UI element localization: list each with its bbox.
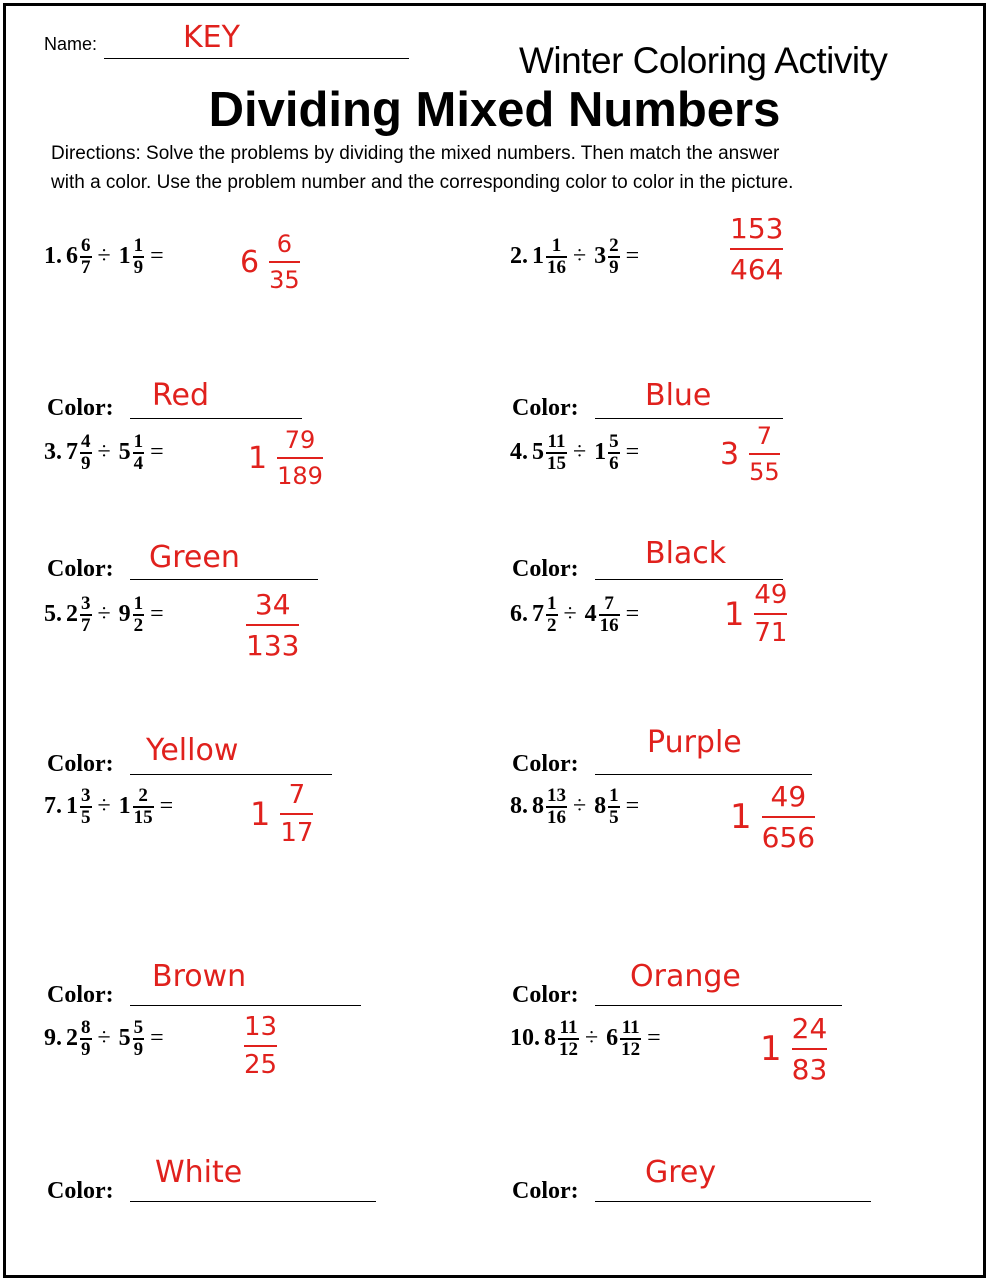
problem-9-color-line — [130, 1201, 376, 1202]
problem-7-first-fraction-denominator: 5 — [81, 806, 91, 828]
problem-9-second-whole: 5 — [118, 1025, 131, 1052]
problem-8-answer-fraction — [762, 780, 815, 854]
problem-3-first-fraction — [80, 432, 92, 474]
problem-4-first-fraction — [546, 432, 567, 474]
problem-7-answer-numerator: 7 — [288, 780, 306, 810]
problem-7-answer-bar — [280, 813, 313, 815]
problem-7-answer-whole: 1 — [250, 795, 271, 833]
divide-sign: ÷ — [97, 601, 111, 628]
problem-7-color-line — [130, 1005, 361, 1006]
problem-6-first-whole: 7 — [532, 601, 544, 628]
problem-3-number: 3. — [44, 439, 62, 466]
divide-sign: ÷ — [97, 243, 111, 270]
problem-5-number: 5. — [44, 601, 62, 628]
problem-1-answer-fraction — [269, 230, 300, 294]
problem-10-first-fraction — [558, 1018, 579, 1060]
problem-3-second-whole: 5 — [118, 439, 131, 466]
problem-6-answer-bar — [754, 613, 787, 615]
problem-6-answer-denominator: 71 — [754, 618, 788, 648]
problem-5-answer-bar — [246, 624, 299, 626]
problem-4-second-fraction-numerator: 5 — [609, 431, 619, 452]
problem-7-first-whole: 1 — [66, 793, 78, 820]
problem-7-second-fraction-numerator: 2 — [138, 785, 148, 806]
problem-10-first-fraction-numerator: 11 — [559, 1017, 578, 1038]
equals-sign: = — [625, 243, 640, 270]
problem-3-second-fraction-denominator: 4 — [133, 452, 144, 474]
problem-5-first-fraction-denominator: 7 — [81, 614, 91, 636]
problem-1-answer-whole: 6 — [240, 244, 260, 280]
problem-6-second-fraction-numerator: 7 — [604, 593, 614, 614]
problem-5-color-line — [130, 774, 332, 775]
problem-4-second-whole: 1 — [594, 439, 607, 466]
problem-9-color-label: Color: — [47, 1178, 114, 1204]
problem-9-first-fraction — [80, 1018, 92, 1060]
problem-6-color-line — [595, 774, 812, 775]
problem-1-first-fraction-numerator: 6 — [81, 235, 91, 256]
problem-8-second-fraction — [608, 786, 620, 828]
equals-sign: = — [647, 1025, 661, 1052]
problem-9-first-whole: 2 — [66, 1025, 78, 1052]
problem-10-second-fraction-denominator: 12 — [621, 1038, 641, 1060]
problem-3-first-fraction-numerator: 4 — [81, 431, 91, 452]
problem-6-first-fraction-denominator: 2 — [547, 614, 557, 636]
problem-8-first-fraction — [546, 786, 567, 828]
problem-2-second-whole: 3 — [594, 243, 607, 270]
problem-3-second-fraction — [133, 432, 145, 474]
problem-10-first-fraction-denominator: 12 — [559, 1038, 578, 1060]
problem-3-color-line — [130, 579, 318, 580]
problem-5-answer-fraction — [246, 588, 299, 662]
divide-sign: ÷ — [573, 439, 587, 466]
equals-sign: = — [625, 601, 640, 628]
problem-10-second-whole: 6 — [606, 1025, 619, 1052]
problem-10-second-fraction-numerator: 11 — [621, 1017, 640, 1038]
problem-10-answer-bar — [792, 1048, 828, 1050]
problem-8-first-fraction-numerator: 13 — [547, 785, 566, 806]
equals-sign: = — [150, 601, 164, 628]
problem-9-first-fraction-numerator: 8 — [81, 1017, 91, 1038]
problem-10-color-label: Color: — [512, 1178, 579, 1204]
problem-1-second-fraction-denominator: 9 — [133, 256, 144, 278]
problem-6-expression — [510, 594, 643, 636]
problem-10-answer — [760, 1012, 827, 1086]
problem-4-answer-fraction — [749, 422, 780, 486]
name-value: KEY — [183, 20, 240, 55]
problem-5-first-whole: 2 — [66, 601, 78, 628]
problem-2-answer — [730, 212, 783, 286]
problem-4-number: 4. — [510, 439, 528, 466]
divide-sign: ÷ — [97, 439, 111, 466]
problem-2-first-fraction-denominator: 16 — [547, 256, 566, 278]
problem-2-answer-numerator: 153 — [730, 212, 784, 245]
problem-6-answer-numerator: 49 — [754, 580, 788, 610]
problem-8-answer-denominator: 656 — [761, 821, 816, 854]
equals-sign: = — [159, 793, 174, 820]
equals-sign: = — [150, 1025, 164, 1052]
problem-6-second-whole: 4 — [584, 601, 597, 628]
problem-8-answer-bar — [762, 816, 815, 818]
problem-5-first-fraction — [80, 594, 92, 636]
problem-9-answer-fraction — [244, 1012, 277, 1080]
name-line — [104, 58, 409, 59]
problem-3-answer-numerator: 79 — [284, 426, 316, 454]
problem-6-first-fraction-numerator: 1 — [547, 593, 557, 614]
problem-4-second-fraction-denominator: 6 — [609, 452, 619, 474]
problem-5-answer — [246, 588, 299, 662]
problem-3-answer-whole: 1 — [248, 440, 268, 476]
problem-5-second-whole: 9 — [118, 601, 131, 628]
problem-8-expression — [510, 786, 643, 828]
problem-8-color-value: Orange — [630, 959, 741, 994]
divide-sign: ÷ — [573, 793, 587, 820]
problem-9-color-value: White — [155, 1155, 243, 1190]
problem-6-number: 6. — [510, 601, 528, 628]
problem-8-first-fraction-denominator: 16 — [547, 806, 566, 828]
problem-7-expression — [44, 786, 177, 828]
problem-10-first-whole: 8 — [544, 1025, 556, 1052]
problem-5-answer-denominator: 133 — [246, 629, 300, 662]
divide-sign: ÷ — [563, 601, 577, 628]
problem-4-second-fraction — [608, 432, 620, 474]
problem-7-second-whole: 1 — [118, 793, 131, 820]
subtitle: Winter Coloring Activity — [519, 40, 888, 81]
problem-5-first-fraction-numerator: 3 — [81, 593, 91, 614]
problem-1-color-value: Red — [152, 378, 209, 413]
problem-2-number: 2. — [510, 243, 528, 270]
problem-7-color-value: Brown — [152, 959, 247, 994]
problem-8-answer-whole: 1 — [730, 797, 752, 837]
problem-2-expression — [510, 236, 643, 278]
problem-2-second-fraction-denominator: 9 — [609, 256, 619, 278]
problem-2-second-fraction-numerator: 2 — [609, 235, 619, 256]
problem-3-second-fraction-numerator: 1 — [133, 431, 144, 452]
problem-9-answer-bar — [244, 1045, 277, 1047]
problem-4-answer-bar — [749, 453, 780, 455]
problem-5-second-fraction — [133, 594, 145, 636]
problem-10-second-fraction — [620, 1018, 641, 1060]
equals-sign: = — [150, 439, 164, 466]
problem-8-answer — [730, 780, 815, 854]
divide-sign: ÷ — [97, 1025, 111, 1052]
divide-sign: ÷ — [97, 793, 111, 820]
divide-sign: ÷ — [585, 1025, 599, 1052]
problem-1-color-label: Color: — [47, 395, 114, 421]
problem-10-expression — [510, 1018, 665, 1060]
worksheet-page — [3, 3, 986, 1278]
problem-1-first-whole: 6 — [66, 243, 78, 270]
problem-2-color-line — [595, 418, 783, 419]
problem-3-first-whole: 7 — [66, 439, 78, 466]
problem-3-expression — [44, 432, 168, 474]
problem-1-answer-numerator: 6 — [276, 230, 292, 258]
problem-9-second-fraction-denominator: 9 — [133, 1038, 144, 1060]
problem-9-second-fraction — [133, 1018, 145, 1060]
problem-6-answer-fraction — [754, 580, 787, 648]
problem-1-second-fraction-numerator: 1 — [133, 235, 144, 256]
problem-8-color-label: Color: — [512, 982, 579, 1008]
problem-2-answer-denominator: 464 — [730, 253, 784, 286]
problem-1-second-whole: 1 — [118, 243, 131, 270]
problem-5-second-fraction-denominator: 2 — [133, 614, 144, 636]
problem-4-answer — [720, 422, 780, 486]
directions-line-2: with a color. Use the problem number and the corresponding color to color in the picture. — [51, 172, 794, 193]
problem-9-expression — [44, 1018, 168, 1060]
problem-6-first-fraction — [546, 594, 558, 636]
problem-4-color-label: Color: — [512, 556, 579, 582]
problem-1-answer — [240, 230, 300, 294]
problem-8-answer-numerator: 49 — [770, 780, 807, 813]
problem-5-color-value: Yellow — [146, 733, 239, 768]
problem-4-answer-whole: 3 — [720, 436, 740, 472]
problem-7-second-fraction-denominator: 15 — [133, 806, 153, 828]
problem-3-first-fraction-denominator: 9 — [81, 452, 91, 474]
problem-1-answer-bar — [269, 261, 300, 263]
problem-2-color-value: Blue — [645, 378, 712, 413]
problem-1-expression — [44, 236, 168, 278]
problem-3-answer-denominator: 189 — [277, 462, 323, 490]
problem-10-number: 10. — [510, 1025, 540, 1052]
problem-2-second-fraction — [608, 236, 620, 278]
equals-sign: = — [625, 439, 640, 466]
problem-8-color-line — [595, 1005, 842, 1006]
problem-5-expression — [44, 594, 168, 636]
problem-4-first-fraction-numerator: 11 — [547, 431, 566, 452]
problem-3-answer — [248, 426, 323, 490]
problem-4-expression — [510, 432, 643, 474]
problem-7-number: 7. — [44, 793, 62, 820]
problem-2-answer-fraction — [730, 212, 783, 286]
page-title: Dividing Mixed Numbers — [208, 83, 781, 137]
problem-5-answer-numerator: 34 — [254, 588, 291, 621]
problem-4-first-whole: 5 — [532, 439, 544, 466]
problem-1-number: 1. — [44, 243, 62, 270]
problem-2-color-label: Color: — [512, 395, 579, 421]
problem-10-answer-whole: 1 — [760, 1029, 782, 1069]
problem-1-first-fraction — [80, 236, 92, 278]
problem-9-first-fraction-denominator: 9 — [81, 1038, 91, 1060]
problem-1-second-fraction — [133, 236, 145, 278]
problem-9-answer-numerator: 13 — [244, 1012, 278, 1042]
problem-2-first-fraction-numerator: 1 — [551, 235, 562, 256]
problem-5-color-label: Color: — [47, 751, 114, 777]
problem-3-answer-bar — [277, 457, 323, 459]
problem-7-first-fraction-numerator: 3 — [81, 785, 91, 806]
problem-8-second-fraction-denominator: 5 — [609, 806, 619, 828]
problem-10-answer-denominator: 83 — [791, 1053, 828, 1086]
problem-3-answer-fraction — [277, 426, 323, 490]
problem-6-answer — [724, 580, 787, 648]
problem-7-color-label: Color: — [47, 982, 114, 1008]
problem-6-answer-whole: 1 — [724, 595, 745, 633]
problem-10-color-line — [595, 1201, 871, 1202]
equals-sign: = — [625, 793, 640, 820]
problem-4-answer-numerator: 7 — [756, 422, 772, 450]
problem-6-color-value: Purple — [647, 725, 742, 760]
problem-4-color-value: Black — [645, 536, 727, 571]
directions-line-1: Directions: Solve the problems by dividing the mixed numbers. Then match the answer — [51, 143, 780, 164]
equals-sign: = — [150, 243, 164, 270]
problem-1-answer-denominator: 35 — [269, 266, 300, 294]
problem-2-answer-bar — [730, 248, 783, 250]
problem-9-number: 9. — [44, 1025, 62, 1052]
problem-7-first-fraction — [80, 786, 92, 828]
problem-1-color-line — [130, 418, 302, 419]
problem-10-answer-numerator: 24 — [791, 1012, 828, 1045]
problem-7-answer — [250, 780, 313, 848]
divide-sign: ÷ — [573, 243, 587, 270]
problem-2-first-whole: 1 — [532, 243, 544, 270]
problem-8-number: 8. — [510, 793, 528, 820]
problem-4-first-fraction-denominator: 15 — [547, 452, 566, 474]
problem-8-second-whole: 8 — [594, 793, 607, 820]
problem-5-second-fraction-numerator: 1 — [133, 593, 144, 614]
problem-9-second-fraction-numerator: 5 — [133, 1017, 144, 1038]
problem-10-color-value: Grey — [645, 1155, 717, 1190]
problem-6-color-label: Color: — [512, 751, 579, 777]
name-label: Name: — [44, 34, 98, 54]
problem-3-color-label: Color: — [47, 556, 114, 582]
problem-10-answer-fraction — [792, 1012, 828, 1086]
problem-8-first-whole: 8 — [532, 793, 544, 820]
problem-9-answer — [244, 1012, 277, 1080]
problem-7-answer-fraction — [280, 780, 313, 848]
problem-7-answer-denominator: 17 — [280, 818, 314, 848]
problem-9-answer-denominator: 25 — [244, 1050, 278, 1080]
problem-3-color-value: Green — [149, 540, 240, 575]
problem-2-first-fraction — [546, 236, 567, 278]
problem-8-second-fraction-numerator: 1 — [609, 785, 619, 806]
problem-4-answer-denominator: 55 — [749, 458, 780, 486]
problem-6-second-fraction-denominator: 16 — [599, 614, 619, 636]
problem-1-first-fraction-denominator: 7 — [81, 256, 91, 278]
problem-6-second-fraction — [599, 594, 620, 636]
problem-7-second-fraction — [133, 786, 154, 828]
